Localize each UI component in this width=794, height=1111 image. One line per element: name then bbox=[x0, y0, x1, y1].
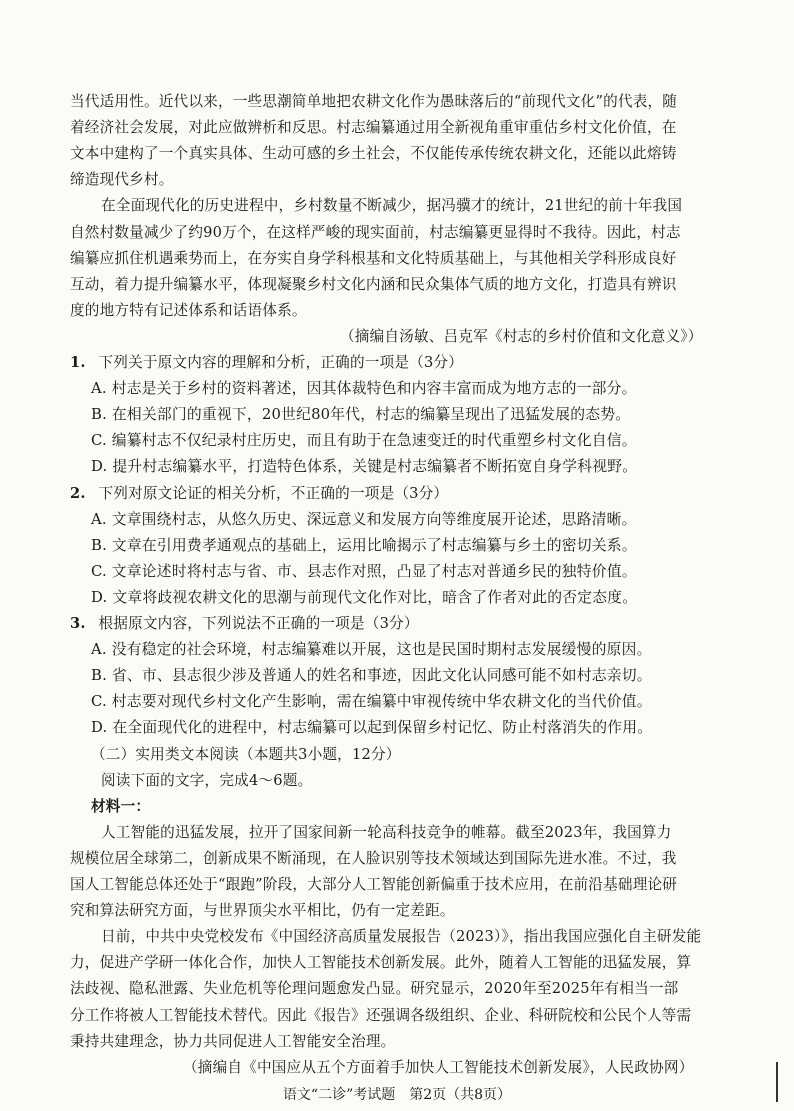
passage-line: 着经济社会发展，对此应做辨析和反思。村志编纂通过用全新视角重审重估乡村文化价值，在 bbox=[70, 119, 677, 137]
question-1-option-b: B. 在相关部门的重视下，20世纪80年代，村志的编纂呈现出了迅猛发展的态势。 bbox=[91, 406, 631, 424]
question-2-option-c: C. 文章论述时将村志与省、市、县志作对照，凸显了村志对普通乡民的独特价值。 bbox=[91, 562, 637, 580]
material-line: 秉持共建理念，协力共同促进人工智能安全治理。 bbox=[70, 1032, 396, 1050]
material-line: 人工智能的迅猛发展，拉开了国家间新一轮高科技竞争的帷幕。截至2023年，我国算力 bbox=[101, 823, 672, 841]
question-stem: 下列关于原文内容的理解和分析，正确的一项是（3分） bbox=[98, 354, 464, 371]
passage-line: 互动，着力提升编纂水平，体现凝聚乡村文化内涵和民众集体气质的地方文化，打造具有辨识 bbox=[70, 275, 677, 293]
material-line: 规模位居全球第二，创新成果不断涌现，在人脸识别等技术领域达到国际先进水准。不过，我 bbox=[70, 849, 677, 867]
passage-line: 当代适用性。近代以来，一些思潮简单地把农耕文化作为愚昧落后的“前现代文化”的代表，随 bbox=[70, 93, 678, 110]
passage-line: 在全面现代化的历史进程中，乡村数量不断减少，据冯骥才的统计，21世纪的前十年我国 bbox=[101, 197, 683, 215]
question-stem: 下列对原文论证的相关分析，不正确的一项是（3分） bbox=[98, 484, 449, 502]
question-stem: 根据原文内容，下列说法不正确的一项是（3分） bbox=[98, 615, 419, 632]
material-line: 日前，中共中央党校发布《中国经济高质量发展报告（2023）》，指出我国应强化自主研发能 bbox=[101, 928, 702, 946]
question-number: 3. bbox=[70, 615, 86, 632]
material-source: （摘编自《中国应从五个方面着手加快人工智能技术创新发展》，人民政协网） bbox=[183, 1058, 694, 1076]
passage-line: 文本中建构了一个真实具体、生动可感的乡土社会，不仅能传承传统农耕文化，还能以此熔铸 bbox=[70, 145, 677, 163]
question-3-option-c: C. 村志要对现代乡村文化产生影响，需在编纂中审视传统中华农耕文化的当代价值。 bbox=[91, 693, 652, 711]
material-line: 分工作将被人工智能技术替代。因此《报告》还强调各级组织、企业、科研院校和公民个人等需 bbox=[70, 1006, 692, 1024]
passage-source: （摘编自汤敏、吕克军《村志的乡村价值和文化意义》） bbox=[340, 327, 703, 345]
question-2-option-a: A. 文章围绕村志，从悠久历史、深远意义和发展方向等维度展开论述，思路清晰。 bbox=[91, 510, 637, 528]
question-3-option-a: A. 没有稳定的社会环境，村志编纂难以开展，这也是民国时期村志发展缓慢的原因。 bbox=[91, 641, 652, 659]
material-line: 究和算法研究方面，与世界顶尖水平相比，仍有一定差距。 bbox=[70, 902, 455, 920]
section-heading: （二）实用类文本阅读（本题共3小题，12分） bbox=[91, 745, 401, 763]
question-1-option-c: C. 编纂村志不仅纪录村庄历史，而且有助于在急速变迁的时代重塑乡村文化自信。 bbox=[91, 432, 637, 450]
scan-edge-mark bbox=[776, 1062, 778, 1102]
question-number: 1. bbox=[70, 354, 86, 371]
passage-line: 度的地方特有记述体系和话语体系。 bbox=[70, 301, 307, 319]
material-label: 材料一： bbox=[91, 797, 151, 815]
question-2-stem bbox=[70, 484, 448, 504]
passage-line: 缔造现代乡村。 bbox=[70, 171, 174, 189]
question-number: 2. bbox=[70, 484, 86, 502]
question-3-stem bbox=[70, 614, 419, 634]
question-2-option-d: D. 文章将歧视农耕文化的思潮与前现代文化作对比，暗含了作者对此的否定态度。 bbox=[91, 588, 638, 606]
question-1-option-a: A. 村志是关于乡村的资料著述，因其体裁特色和内容丰富而成为地方志的一部分。 bbox=[91, 380, 637, 398]
page-footer: 语文“二诊”考试题 第2页（共8页） bbox=[282, 1087, 512, 1103]
question-1-stem bbox=[70, 353, 463, 373]
passage-line: 编纂应抓住机遇乘势而上，在夯实自身学科根基和文化特质基础上，与其他相关学科形成良好 bbox=[70, 249, 677, 267]
passage-line: 自然村数量减少了约90万个，在这样严峻的现实面前，村志编纂更显得时不我待。因此，村志 bbox=[70, 223, 681, 241]
section-instruction: 阅读下面的文字，完成4～6题。 bbox=[101, 771, 313, 789]
material-line: 力，促进产学研一体化合作，加快人工智能技术创新发展。此外，随着人工智能的迅猛发展，算 bbox=[70, 954, 692, 972]
material-line: 法歧视、隐私泄露、失业危机等伦理问题愈发凸显。研究显示，2020年至2025年有相当一部 bbox=[70, 980, 679, 998]
question-3-option-b: B. 省、市、县志很少涉及普通人的姓名和事迹，因此文化认同感可能不如村志亲切。 bbox=[91, 667, 652, 685]
question-1-option-d: D. 提升村志编纂水平，打造特色体系，关键是村志编纂者不断拓宽自身学科视野。 bbox=[91, 458, 638, 476]
question-3-option-d: D. 在全面现代化的进程中，村志编纂可以起到保留乡村记忆、防止村落消失的作用。 bbox=[91, 719, 653, 737]
material-line: 国人工智能总体还处于“跟跑”阶段，大部分人工智能创新偏重于技术应用，在前沿基础理论研 bbox=[70, 876, 678, 893]
question-2-option-b: B. 文章在引用费孝通观点的基础上，运用比喻揭示了村志编纂与乡土的密切关系。 bbox=[91, 536, 637, 554]
